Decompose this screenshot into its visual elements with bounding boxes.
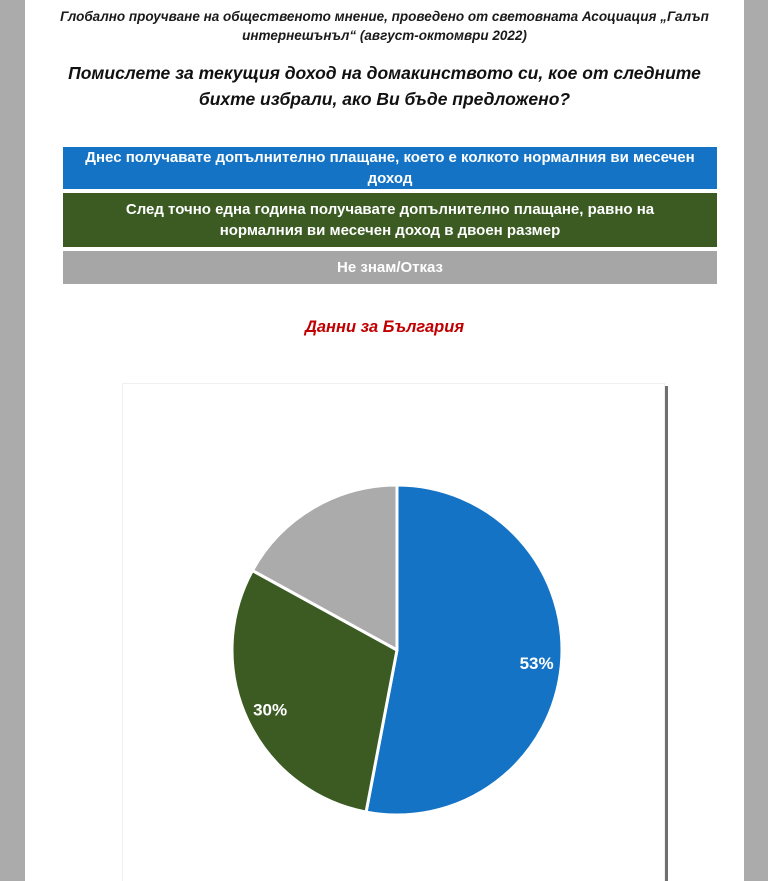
pie-slice-percentage-label: 53% (519, 654, 554, 674)
chart-frame (122, 383, 665, 881)
document-page (25, 0, 744, 881)
answer-legend (63, 147, 717, 284)
legend-bar-label: Не знам/Отказ (337, 259, 443, 276)
survey-question: Помислете за текущия доход на домакинството си, кое от следните бихте избрали, ако Ви бъде предложено? (68, 63, 701, 109)
legend-bar-label: Днес получавате допълнително плащане, което е колкото нормалния ви месечен доход (85, 149, 695, 187)
country-subtitle: Данни за България (304, 318, 465, 336)
legend-bar-payment-today (63, 147, 717, 189)
survey-source-title: Глобално проучване на общественото мнение, проведено от световната Асоциация „Галъп интернешънъл“ (август-октомври 2022) (60, 9, 709, 43)
legend-bar-dont-know-refuse (63, 251, 717, 284)
legend-bar-payment-double-in-a-year (63, 193, 717, 247)
legend-bar-label: След точно една година получавате допълнително плащане, равно на нормалния ви месечен доход в двоен размер (125, 201, 655, 239)
pie-chart (123, 384, 664, 881)
pie-slice-percentage-label: 30% (253, 700, 288, 720)
